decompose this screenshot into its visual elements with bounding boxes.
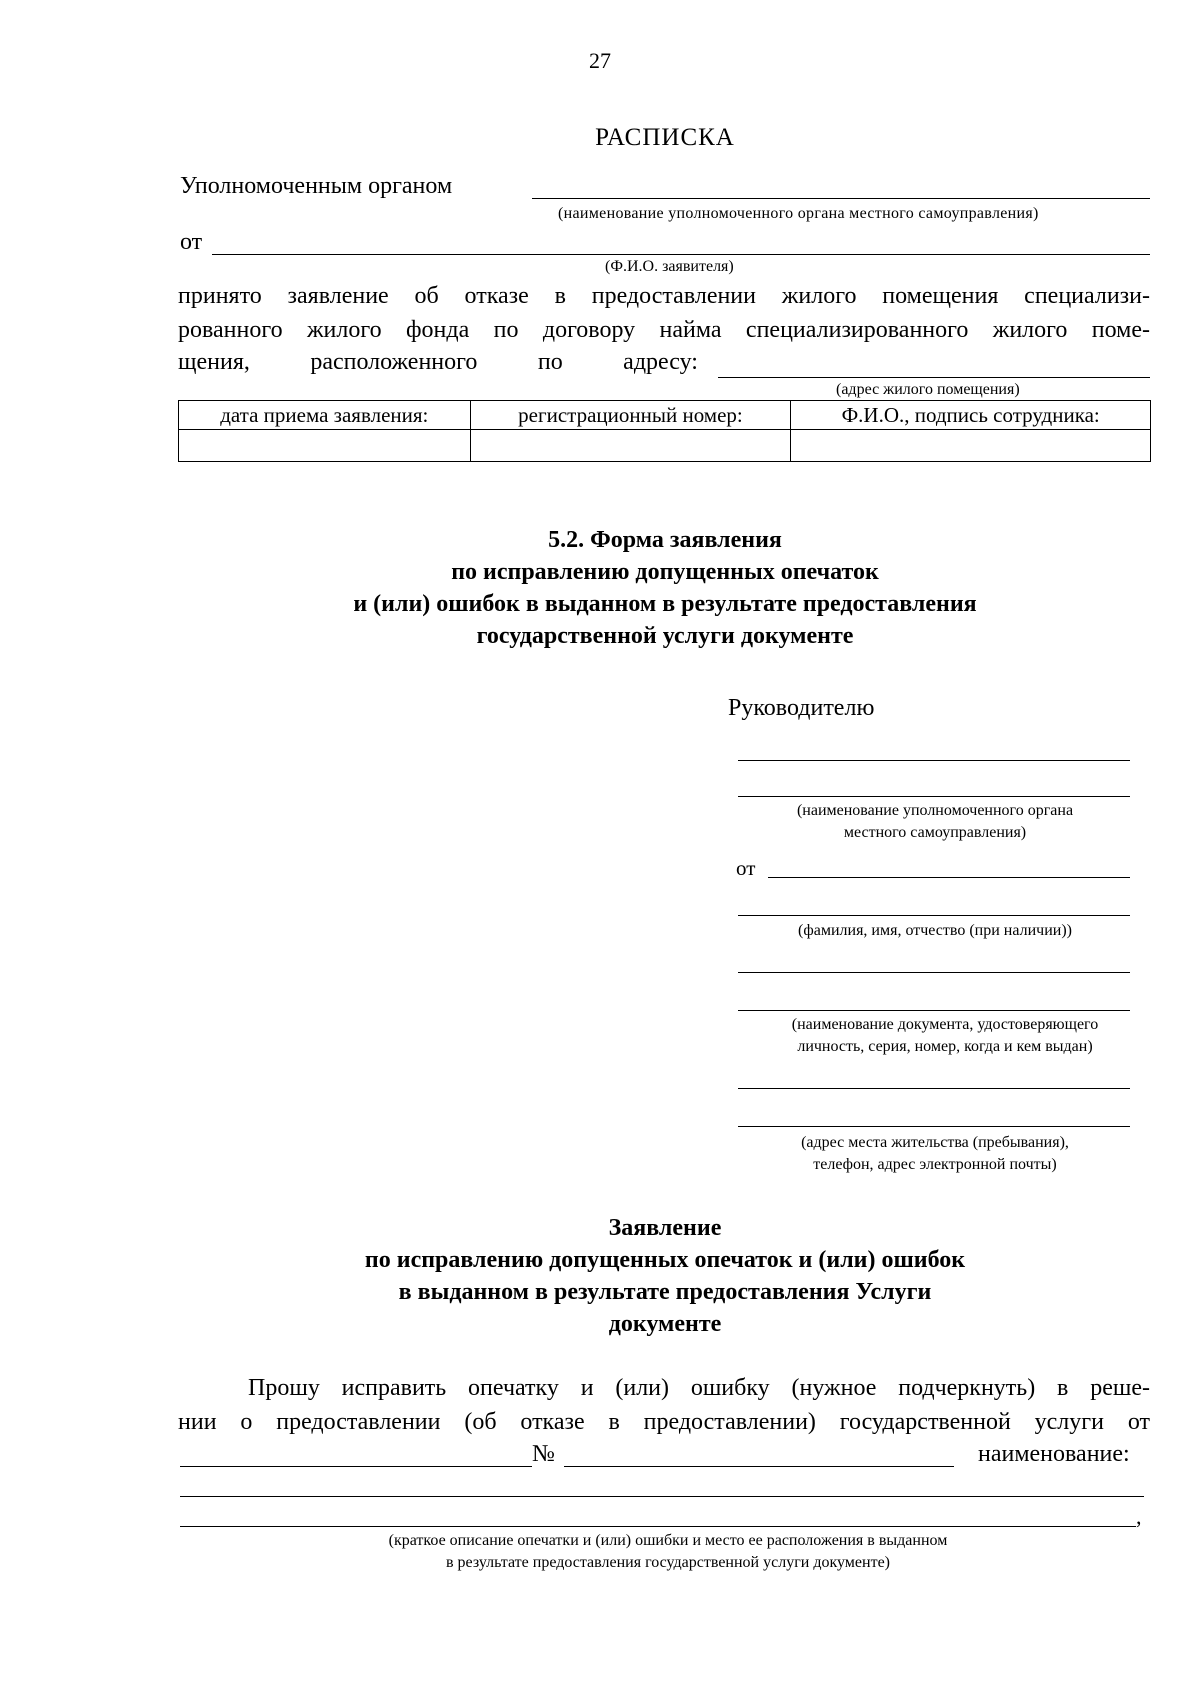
decision-number-field-line[interactable] — [564, 1466, 954, 1467]
address-word-2: расположенного — [310, 349, 478, 375]
document-field-line-2[interactable] — [738, 1010, 1130, 1011]
table-cell-employee[interactable] — [791, 430, 1151, 462]
document-hint-2: личность, серия, номер, когда и кем выдан) — [797, 1038, 1093, 1055]
address-word-4: адресу: — [623, 349, 698, 375]
authority-hint-1: (наименование уполномоченного органа — [796, 802, 1074, 819]
fio-hint: (фамилия, имя, отчество (при наличии)) — [798, 922, 1072, 939]
form-heading-line-4: государственной услуги документе — [476, 623, 854, 649]
authority-hint: (наименование уполномоченного органа местного самоуправления) — [558, 205, 1039, 222]
statement-title-line-4: документе — [608, 1311, 722, 1337]
table-header-employee: Ф.И.О., подпись сотрудника: — [791, 401, 1151, 430]
name-label: наименование: — [978, 1441, 1130, 1467]
from-label: от — [180, 229, 203, 255]
table-header-date: дата приема заявления: — [179, 401, 471, 430]
address-field-line[interactable] — [718, 377, 1150, 378]
form-heading-line-3: и (или) ошибок в выданном в результате предоставления — [353, 591, 977, 617]
form-heading-line-1: 5.2. Форма заявления — [548, 527, 782, 553]
authority-field-line[interactable] — [532, 198, 1150, 199]
table-cell-reg-number[interactable] — [470, 430, 791, 462]
statement-title-line-1: Заявление — [608, 1215, 722, 1241]
decision-date-field-line[interactable] — [180, 1466, 532, 1467]
form-heading-line-2: по исправлению допущенных опечаток — [451, 559, 879, 585]
statement-body-line-2: нии о предоставлении (об отказе в предоставлении) государственной услуги от — [178, 1409, 1150, 1435]
statement-title-line-2: по исправлению допущенных опечаток и (или) ошибок — [364, 1247, 966, 1273]
form-from-label: от — [736, 856, 756, 880]
authority-hint-2: местного самоуправления) — [843, 824, 1027, 841]
description-field-line-2[interactable] — [180, 1526, 1136, 1527]
number-sign: № — [532, 1441, 555, 1467]
description-field-line-1[interactable] — [180, 1496, 1144, 1497]
description-hint-2: в результате предоставления государственной услуги документе) — [446, 1554, 890, 1571]
table-header-reg-number: регистрационный номер: — [470, 401, 791, 430]
address-word-3: по — [537, 349, 563, 375]
residence-hint-2: телефон, адрес электронной почты) — [813, 1156, 1057, 1173]
addressee-field-line-1[interactable] — [738, 760, 1130, 761]
table-cell-date[interactable] — [179, 430, 471, 462]
page-number: 27 — [589, 48, 611, 73]
residence-hint-1: (адрес места жительства (пребывания), — [801, 1134, 1069, 1151]
address-hint: (адрес жилого помещения) — [836, 381, 1020, 398]
description-hint-1: (краткое описание опечатки и (или) ошибки и место ее расположения в выданном — [388, 1532, 948, 1549]
receipt-body-line-1: принято заявление об отказе в предоставлении жилого помещения специализи- — [178, 283, 1150, 309]
residence-field-line-1[interactable] — [738, 1088, 1130, 1089]
address-row — [178, 346, 698, 378]
end-comma: , — [1136, 1504, 1142, 1529]
applicant-field-line[interactable] — [212, 254, 1150, 255]
receipt-body-line-2: рованного жилого фонда по договору найма специализированного жилого поме- — [178, 317, 1150, 343]
applicant-hint: (Ф.И.О. заявителя) — [605, 258, 734, 275]
addressee-field-line-2[interactable] — [738, 796, 1130, 797]
statement-body-line-1: Прошу исправить опечатку и (или) ошибку (нужное подчеркнуть) в реше- — [248, 1375, 1150, 1401]
addressee-label: Руководителю — [728, 695, 875, 721]
receipt-title: РАСПИСКА — [595, 124, 735, 151]
receipt-table — [178, 400, 1151, 462]
document-hint-1: (наименование документа, удостоверяющего — [791, 1016, 1099, 1033]
statement-title-line-3: в выданном в результате предоставления Услуги — [398, 1279, 932, 1305]
address-word-1: щения, — [178, 349, 250, 375]
authority-label: Уполномоченным органом — [180, 173, 453, 199]
document-field-line-1[interactable] — [738, 972, 1130, 973]
fio-field-line-1[interactable] — [768, 877, 1130, 878]
residence-field-line-2[interactable] — [738, 1126, 1130, 1127]
fio-field-line-2[interactable] — [738, 915, 1130, 916]
